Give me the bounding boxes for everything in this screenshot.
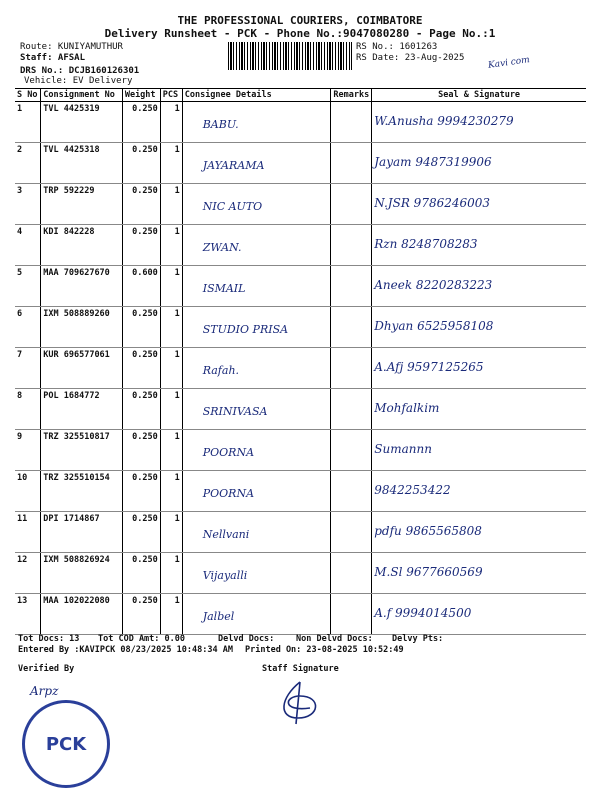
row-remarks: [331, 430, 372, 471]
total-cod: Tot COD Amt: 0.00: [98, 634, 185, 644]
rs-number: RS No.: 1601263: [356, 42, 438, 52]
row-consignment-no: TVL 4425318: [41, 143, 123, 184]
row-consignment-no: MAA 102022080: [41, 594, 123, 635]
verified-signature: Arpz: [30, 684, 59, 698]
row-consignment-no: IXM 508889260: [41, 307, 123, 348]
pck-stamp: [22, 700, 110, 788]
row-consignment-no: TVL 4425319: [41, 102, 123, 143]
table-row: [15, 225, 586, 266]
col-remarks: Remarks: [331, 89, 372, 102]
row-consignee: STUDIO PRISA: [182, 307, 331, 348]
row-consignee: Nellvani: [182, 512, 331, 553]
row-weight: 0.250: [122, 471, 160, 512]
row-sno: 8: [15, 389, 41, 430]
table-row: [15, 430, 586, 471]
row-consignee: POORNA: [182, 471, 331, 512]
row-weight: 0.250: [122, 348, 160, 389]
row-signature: Sumannn: [372, 430, 586, 471]
row-weight: 0.250: [122, 553, 160, 594]
row-weight: 0.250: [122, 143, 160, 184]
row-consignee: JAYARAMA: [182, 143, 331, 184]
row-weight: 0.250: [122, 430, 160, 471]
row-consignee: SRINIVASA: [182, 389, 331, 430]
staff-signature-label: Staff Signature: [262, 664, 339, 674]
table-row: [15, 553, 586, 594]
row-consignment-no: TRZ 325510154: [41, 471, 123, 512]
company-title: THE PROFESSIONAL COURIERS, COIMBATORE: [177, 14, 423, 27]
row-consignee: BABU.: [182, 102, 331, 143]
row-consignment-no: KDI 842228: [41, 225, 123, 266]
col-consignment: Consignment No: [41, 89, 123, 102]
row-consignment-no: DPI 1714867: [41, 512, 123, 553]
stamp-text: PCK: [45, 733, 87, 755]
delivered-docs: Delvd Docs:: [218, 634, 275, 644]
row-sno: 11: [15, 512, 41, 553]
row-sno: 1: [15, 102, 41, 143]
printed-on: Printed On: 23-08-2025 10:52:49: [245, 645, 404, 655]
verified-by-label: Verified By: [18, 664, 75, 674]
row-pcs: 1: [160, 430, 182, 471]
entered-by: Entered By :KAVIPCK 08/23/2025 10:48:34 AM: [18, 645, 233, 655]
row-pcs: 1: [160, 225, 182, 266]
row-weight: 0.600: [122, 266, 160, 307]
row-remarks: [331, 553, 372, 594]
corner-note: Kavi com: [487, 55, 531, 71]
row-remarks: [331, 102, 372, 143]
table-row: [15, 307, 586, 348]
row-sno: 6: [15, 307, 41, 348]
row-signature: pdfu 9865565808: [372, 512, 586, 553]
row-sno: 10: [15, 471, 41, 512]
runsheet-subtitle: Delivery Runsheet - PCK - Phone No.:9047080280 - Page No.:1: [104, 27, 496, 40]
row-pcs: 1: [160, 307, 182, 348]
row-consignee: ZWAN.: [182, 225, 331, 266]
col-consignee: Consignee Details: [182, 89, 331, 102]
row-consignee: Rafah.: [182, 348, 331, 389]
row-signature: Aneek 8220283223: [372, 266, 586, 307]
row-sno: 4: [15, 225, 41, 266]
row-weight: 0.250: [122, 594, 160, 635]
col-signature: Seal & Signature: [372, 89, 586, 102]
runsheet-table: [15, 88, 586, 635]
row-remarks: [331, 225, 372, 266]
table-row: [15, 143, 586, 184]
drs-number: DRS No.: DCJB160126301: [20, 66, 140, 76]
table-row: [15, 512, 586, 553]
staff-signature-scribble: [270, 678, 330, 726]
staff: Staff: AFSAL: [20, 53, 86, 63]
row-remarks: [331, 348, 372, 389]
row-sno: 7: [15, 348, 41, 389]
row-remarks: [331, 594, 372, 635]
row-sno: 9: [15, 430, 41, 471]
row-signature: W.Anusha 9994230279: [372, 102, 586, 143]
row-signature: Mohfalkim: [372, 389, 586, 430]
row-consignee: Vijayalli: [182, 553, 331, 594]
row-pcs: 1: [160, 471, 182, 512]
row-pcs: 1: [160, 594, 182, 635]
col-weight: Weight: [122, 89, 160, 102]
row-consignment-no: TRP 592229: [41, 184, 123, 225]
table-header-row: [15, 89, 586, 102]
vehicle: Vehicle: EV Delivery: [24, 76, 133, 86]
row-weight: 0.250: [122, 512, 160, 553]
barcode: [228, 42, 352, 70]
row-pcs: 1: [160, 143, 182, 184]
row-weight: 0.250: [122, 225, 160, 266]
row-pcs: 1: [160, 512, 182, 553]
row-remarks: [331, 184, 372, 225]
row-pcs: 1: [160, 389, 182, 430]
row-weight: 0.250: [122, 184, 160, 225]
row-remarks: [331, 266, 372, 307]
col-pcs: PCS: [160, 89, 182, 102]
row-consignee: NIC AUTO: [182, 184, 331, 225]
table-row: [15, 389, 586, 430]
table-row: [15, 184, 586, 225]
row-signature: Dhyan 6525958108: [372, 307, 586, 348]
delivery-points: Delvy Pts:: [392, 634, 444, 644]
row-signature: 9842253422: [372, 471, 586, 512]
row-signature: A.f 9994014500: [372, 594, 586, 635]
row-consignment-no: MAA 709627670: [41, 266, 123, 307]
row-weight: 0.250: [122, 307, 160, 348]
row-remarks: [331, 389, 372, 430]
row-consignee: POORNA: [182, 430, 331, 471]
col-sno: S No: [15, 89, 41, 102]
table-row: [15, 348, 586, 389]
row-consignment-no: KUR 696577061: [41, 348, 123, 389]
row-signature: N.JSR 9786246003: [372, 184, 586, 225]
non-delivered-docs: Non Delvd Docs:: [296, 634, 373, 644]
table-row: [15, 594, 586, 635]
row-consignment-no: TRZ 325510817: [41, 430, 123, 471]
row-sno: 5: [15, 266, 41, 307]
row-signature: Jayam 9487319906: [372, 143, 586, 184]
route: Route: KUNIYAMUTHUR: [20, 42, 123, 52]
row-remarks: [331, 512, 372, 553]
rs-date: RS Date: 23-Aug-2025: [356, 53, 465, 63]
table-row: [15, 266, 586, 307]
total-docs: Tot Docs: 13: [18, 634, 80, 644]
row-remarks: [331, 307, 372, 348]
row-signature: A.Afj 9597125265: [372, 348, 586, 389]
row-pcs: 1: [160, 102, 182, 143]
row-pcs: 1: [160, 266, 182, 307]
row-sno: 2: [15, 143, 41, 184]
table-row: [15, 102, 586, 143]
row-pcs: 1: [160, 348, 182, 389]
row-signature: Rzn 8248708283: [372, 225, 586, 266]
row-pcs: 1: [160, 553, 182, 594]
row-sno: 13: [15, 594, 41, 635]
row-weight: 0.250: [122, 389, 160, 430]
row-pcs: 1: [160, 184, 182, 225]
row-weight: 0.250: [122, 102, 160, 143]
row-sno: 12: [15, 553, 41, 594]
table-row: [15, 471, 586, 512]
row-consignee: ISMAIL: [182, 266, 331, 307]
row-sno: 3: [15, 184, 41, 225]
row-signature: M.Sl 9677660569: [372, 553, 586, 594]
row-consignment-no: POL 1684772: [41, 389, 123, 430]
row-consignee: Jalbel: [182, 594, 331, 635]
row-remarks: [331, 471, 372, 512]
row-consignment-no: IXM 508826924: [41, 553, 123, 594]
row-remarks: [331, 143, 372, 184]
